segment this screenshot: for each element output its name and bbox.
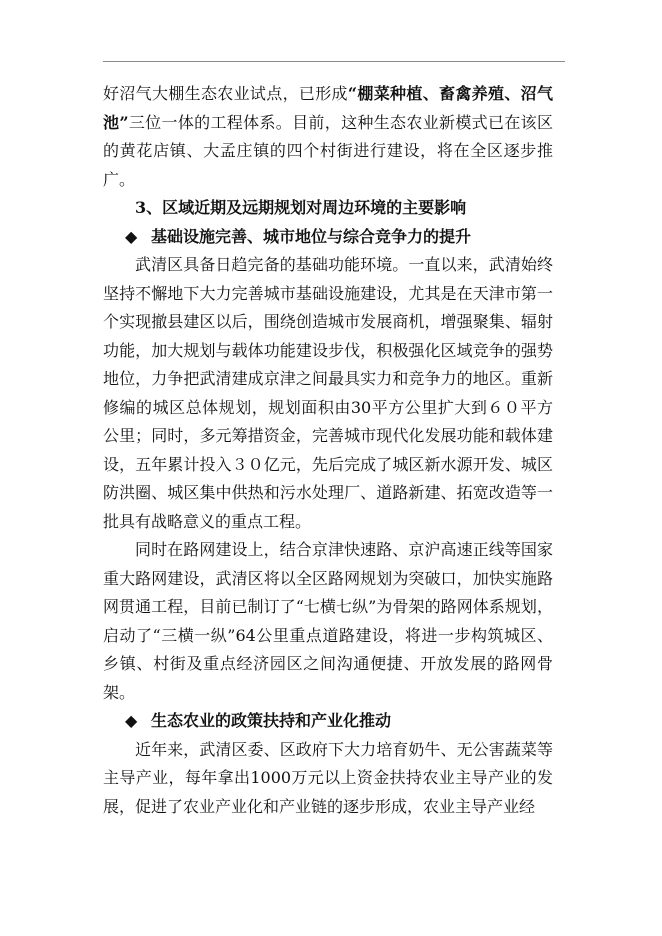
bullet-heading-infrastructure: [103, 223, 553, 252]
header-rule: [103, 61, 565, 62]
paragraph-infrastructure: 武清区具备日趋完备的基础功能环境。一直以来，武清始终坚持不懈地下大力完善城市基础设施建设，尤其是在天津市第一个实现撤县建区以后，围绕创造城市发展商机，增强聚集、辐射功能，加大规划与载体功能建设步伐，积极强化区域竞争的强势地位，力争把武清建成京津之间最具实力和竞争力的地区。重新修编的城区总体规划，规划面积由30平方公里扩大到６０平方公里；同时，多元筹措资金，完善城市现代化发展功能和载体建设，五年累计投入３０亿元，先后完成了城区新水源开发、城区防洪圈、城区集中供热和污水处理厂、道路新建、拓宽改造等一批具有战略意义的重点工程。: [103, 255, 553, 531]
paragraph-continued: [103, 80, 553, 194]
section-heading: 3、区域近期及远期规划对周边环境的主要影响: [135, 198, 467, 217]
para1-emphasis: “棚菜种植、畜禽养殖、沼气池”: [103, 84, 553, 132]
bullet-heading-text: 生态农业的政策扶持和产业化推动: [151, 711, 392, 730]
para1-after: 三位一体的工程体系。目前，这种生态农业新模式已在该区的黄花店镇、大孟庄镇的四个村街进行建设，将在全区逐步推广。: [103, 112, 553, 189]
document-body: [103, 80, 553, 821]
diamond-bullet-icon: ◆: [125, 711, 138, 730]
paragraph-road-network: 同时在路网建设上，结合京津快速路、京沪高速正线等国家重大路网建设，武清区将以全区路网规划为突破口，加快实施路网贯通工程，目前已制订了“七横七纵”为骨架的路网体系规划，启动了“三横一纵”64公里重点道路建设，将进一步构筑城区、乡镇、村街及重点经济园区之间沟通便捷、开放发展的路网骨架。: [103, 540, 553, 702]
bullet-heading-agriculture: [103, 707, 553, 736]
bullet-heading-text: 基础设施完善、城市地位与综合竞争力的提升: [151, 226, 472, 246]
para1-before: 好沼气大棚生态农业试点，已形成: [103, 84, 348, 103]
diamond-bullet-icon: ◆: [125, 226, 138, 246]
paragraph-agriculture: 近年来，武清区委、区政府下大力培育奶牛、无公害蔬菜等主导产业，每年拿出1000万元以上资金扶持农业主导产业的发展，促进了农业产业化和产业链的逐步形成，农业主导产业经: [103, 739, 553, 816]
